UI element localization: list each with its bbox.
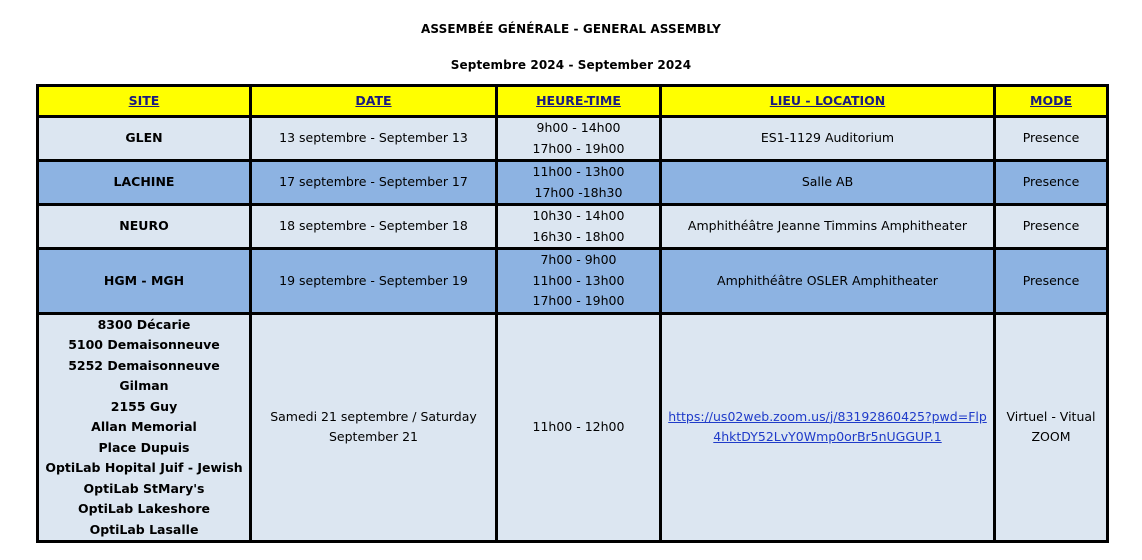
time-slot: 7h00 - 9h00	[540, 252, 617, 267]
header-row	[38, 86, 1108, 117]
table-row	[38, 117, 1108, 161]
site-name: Allan Memorial	[91, 419, 197, 434]
page-title: ASSEMBÉE GÉNÉRALE - GENERAL ASSEMBLY	[421, 22, 721, 36]
time-cell	[497, 161, 661, 205]
site-name: 8300 Décarie	[97, 316, 191, 332]
mode-cell: Presence	[995, 205, 1108, 249]
location-cell: Salle AB	[661, 161, 995, 205]
schedule-table	[36, 84, 1109, 543]
time-cell: 11h00 - 12h00	[497, 313, 661, 542]
site-cell: NEURO	[38, 205, 251, 249]
header-mode: MODE	[995, 86, 1108, 117]
site-cell: GLEN	[38, 117, 251, 161]
date-cell: 13 septembre - September 13	[251, 117, 497, 161]
date-line: September 21	[329, 429, 418, 445]
site-name: OptiLab StMary's	[83, 480, 205, 496]
time-slot: 17h00 - 19h00	[532, 140, 625, 156]
header-time: HEURE-TIME	[497, 86, 661, 117]
mode-cell: Presence	[995, 161, 1108, 205]
zoom-link-line[interactable]: 4hktDY52LvY0Wmp0orBr5nUGGUP.1	[713, 429, 942, 445]
time-slot: 17h00 -18h30	[534, 184, 623, 200]
header-date: DATE	[251, 86, 497, 117]
location-cell: Amphithéâtre Jeanne Timmins Amphitheater	[661, 205, 995, 249]
zoom-link-line[interactable]: https://us02web.zoom.us/j/83192860425?pwd=Flp	[668, 408, 987, 424]
table-row	[38, 161, 1108, 205]
time-slot: 16h30 - 18h00	[532, 228, 625, 244]
date-cell	[251, 313, 497, 542]
time-slot: 11h00 - 13h00	[532, 164, 625, 179]
site-name: Gilman	[119, 378, 169, 393]
site-name: 5100 Demaisonneuve	[68, 337, 220, 352]
date-cell: 17 septembre - September 17	[251, 161, 497, 205]
site-name: OptiLab Hopital Juif - Jewish	[45, 460, 243, 475]
site-name: 2155 Guy	[110, 398, 178, 414]
table-row	[38, 249, 1108, 314]
mode-cell	[995, 313, 1108, 542]
site-name: OptiLab Lakeshore	[78, 501, 210, 516]
site-cell: HGM - MGH	[38, 249, 251, 314]
location-cell: Amphithéâtre OSLER Amphitheater	[661, 249, 995, 314]
mode-line: Virtuel - Vitual	[1006, 408, 1096, 424]
site-name: OptiLab Lasalle	[89, 521, 199, 537]
date-cell: 19 septembre - September 19	[251, 249, 497, 314]
site-list-cell	[38, 313, 251, 542]
site-name: 5252 Demaisonneuve	[68, 357, 220, 373]
site-name: Place Dupuis	[98, 439, 190, 455]
mode-cell: Presence	[995, 117, 1108, 161]
location-cell: ES1-1129 Auditorium	[661, 117, 995, 161]
date-cell: 18 septembre - September 18	[251, 205, 497, 249]
time-slot: 10h30 - 14h00	[532, 208, 625, 223]
mode-cell: Presence	[995, 249, 1108, 314]
date-line: Samedi 21 septembre / Saturday	[270, 408, 477, 424]
zoom-link[interactable]	[664, 407, 991, 448]
header-location: LIEU - LOCATION	[661, 86, 995, 117]
time-slot: 17h00 - 19h00	[532, 293, 625, 308]
time-cell	[497, 249, 661, 314]
time-cell	[497, 205, 661, 249]
table-row-virtual	[38, 313, 1108, 542]
mode-line: ZOOM	[1031, 429, 1071, 445]
table-row	[38, 205, 1108, 249]
header-site: SITE	[38, 86, 251, 117]
time-slot: 11h00 - 13h00	[532, 272, 625, 288]
time-cell	[497, 117, 661, 161]
location-cell	[661, 313, 995, 542]
time-slot: 9h00 - 14h00	[536, 120, 621, 135]
page-subtitle: Septembre 2024 - September 2024	[450, 58, 692, 72]
site-cell: LACHINE	[38, 161, 251, 205]
